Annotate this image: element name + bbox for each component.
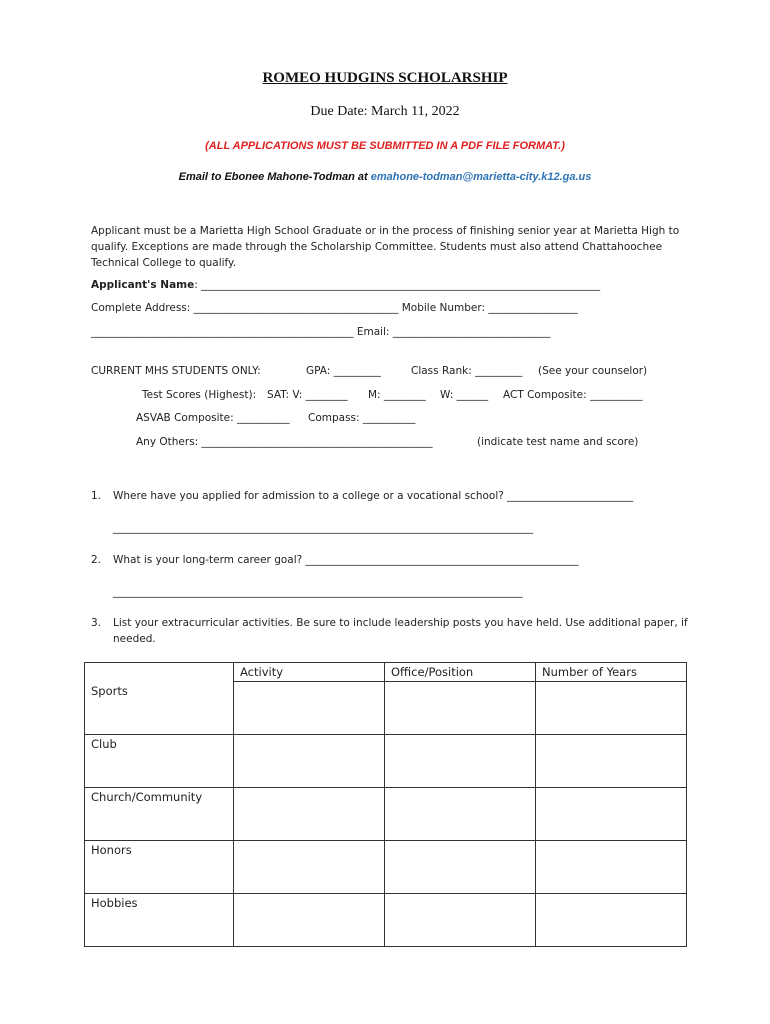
- applicant-name-label: Applicant's Name: [91, 279, 195, 291]
- years-cell[interactable]: [536, 894, 687, 947]
- question-1-answer-line[interactable]: ________________________________________________________________________________: [113, 522, 533, 534]
- sat-writing-field[interactable]: W: ______: [440, 389, 489, 401]
- email-instruction: [0, 171, 770, 183]
- current-students-label: CURRENT MHS STUDENTS ONLY:: [91, 365, 261, 377]
- years-cell[interactable]: [536, 788, 687, 841]
- see-counselor-note: (See your counselor): [538, 365, 648, 377]
- class-rank-field[interactable]: Class Rank: _________: [411, 365, 523, 377]
- years-cell[interactable]: [536, 735, 687, 788]
- years-cell[interactable]: [536, 682, 687, 735]
- address-email-field[interactable]: __________________________________________________ Email: ______________________________: [91, 326, 551, 338]
- row-label: Sports: [85, 682, 234, 735]
- table-row: [85, 894, 687, 947]
- question-3-text-cont: needed.: [113, 633, 156, 645]
- table-header-cell: Office/Position: [385, 663, 536, 682]
- pdf-notice: (ALL APPLICATIONS MUST BE SUBMITTED IN A PDF FILE FORMAT.): [205, 140, 565, 152]
- question-2-text[interactable]: What is your long-term career goal? ____________________________________________________: [113, 554, 579, 566]
- test-scores-label: Test Scores (Highest):: [142, 389, 257, 401]
- row-label: Church/Community: [85, 788, 234, 841]
- email-prefix: Email to Ebonee Mahone-Todman at: [178, 171, 368, 183]
- act-composite-field[interactable]: ACT Composite: __________: [503, 389, 643, 401]
- table-row: [85, 788, 687, 841]
- email-link[interactable]: emahone-todman@marietta-city.k12.ga.us: [370, 171, 592, 183]
- any-others-note: (indicate test name and score): [477, 436, 639, 448]
- eligibility-text: Applicant must be a Marietta High School Graduate or in the process of finishing senior year at Marietta High to qualify. Exceptions are made through the Scholarship Committee. Students must also attend Chattahoochee Technical College to qualify.: [91, 225, 680, 269]
- activity-cell[interactable]: [234, 735, 385, 788]
- years-cell[interactable]: [536, 841, 687, 894]
- table-header-cell: Number of Years: [536, 663, 687, 682]
- row-label: Honors: [85, 841, 234, 894]
- activity-cell[interactable]: [234, 841, 385, 894]
- address-mobile-field[interactable]: Complete Address: _______________________________________ Mobile Number: _________________: [91, 302, 578, 314]
- question-1-text[interactable]: Where have you applied for admission to a college or a vocational school? ________________________: [113, 490, 634, 502]
- compass-field[interactable]: Compass: __________: [308, 412, 416, 424]
- question-number: 1.: [91, 490, 102, 502]
- due-date: Due Date: March 11, 2022: [310, 104, 460, 119]
- applicant-name-blank: : ____________________________________________________________________________: [194, 279, 601, 291]
- office-cell[interactable]: [385, 841, 536, 894]
- question-number: 3.: [91, 617, 102, 629]
- question-number: 2.: [91, 554, 102, 566]
- asvab-field[interactable]: ASVAB Composite: __________: [136, 412, 290, 424]
- table-row: [85, 841, 687, 894]
- table-row: [85, 682, 687, 735]
- activities-table: [84, 662, 687, 947]
- row-label: Hobbies: [85, 894, 234, 947]
- question-2-answer-line[interactable]: ______________________________________________________________________________: [113, 586, 523, 598]
- activity-cell[interactable]: [234, 788, 385, 841]
- activity-cell[interactable]: [234, 682, 385, 735]
- activity-cell[interactable]: [234, 894, 385, 947]
- office-cell[interactable]: [385, 894, 536, 947]
- office-cell[interactable]: [385, 682, 536, 735]
- gpa-field[interactable]: GPA: _________: [306, 365, 381, 377]
- row-label: Club: [85, 735, 234, 788]
- form-title: ROMEO HUDGINS SCHOLARSHIP: [262, 70, 508, 86]
- office-cell[interactable]: [385, 788, 536, 841]
- question-3-text: List your extracurricular activities. Be sure to include leadership posts you have held. Use additional paper, if: [113, 617, 688, 629]
- office-cell[interactable]: [385, 735, 536, 788]
- table-header-row: [85, 663, 687, 682]
- sat-verbal-field[interactable]: SAT: V: ________: [267, 389, 348, 401]
- applicant-name-field[interactable]: [91, 279, 600, 291]
- sat-math-field[interactable]: M: ________: [368, 389, 426, 401]
- table-header-cell: Activity: [234, 663, 385, 682]
- table-header-cell: [85, 663, 234, 682]
- any-others-field[interactable]: Any Others: ____________________________________________: [136, 436, 433, 448]
- table-row: [85, 735, 687, 788]
